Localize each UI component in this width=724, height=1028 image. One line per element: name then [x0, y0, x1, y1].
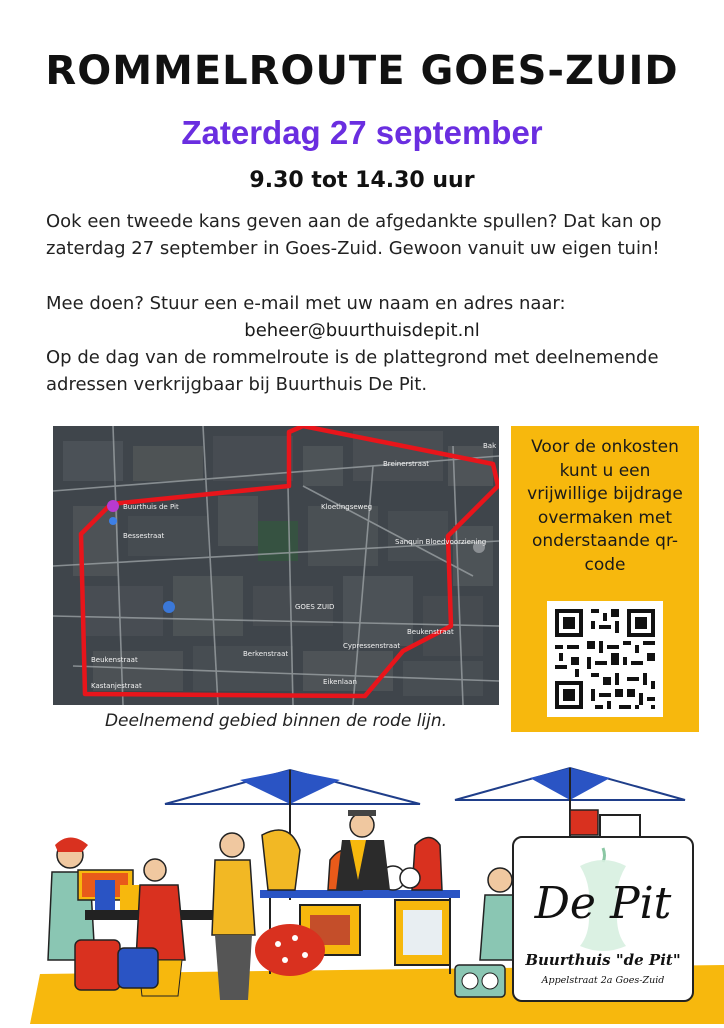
event-time: 9.30 tot 14.30 uur — [249, 168, 475, 193]
map-label-bloedvoorziening: Sanquin Bloedvoorziening — [395, 538, 487, 546]
map-label-cypressenstraat: Cypressenstraat — [343, 642, 401, 650]
logo-title: De Pit — [534, 878, 672, 929]
map-label-kastanjestraat: Kastanjestraat — [91, 682, 142, 690]
donation-box — [511, 426, 699, 732]
map-label-beukenstraat-left: Beukenstraat — [91, 656, 138, 664]
qr-code-icon — [547, 601, 663, 717]
map-label-bak: Bak — [483, 442, 497, 450]
signup-paragraph: Mee doen? Stuur een e-mail met uw naam en adres naar: — [46, 293, 566, 314]
event-date: Zaterdag 27 september — [181, 114, 543, 151]
map-label-eikenlaan: Eikenlaan — [323, 678, 357, 686]
logo-address: Appelstraat 2a Goes-Zuid — [541, 975, 665, 986]
map-label-goes-zuid: GOES ZUID — [295, 603, 335, 611]
qr-code[interactable] — [547, 601, 663, 717]
map-label-bessestraat: Bessestraat — [123, 532, 165, 540]
donation-text: Voor de onkosten kunt u een vrijwillige bijdrage overmaken met onderstaande qr-code — [527, 437, 683, 575]
logo-subtitle: Buurthuis "de Pit" — [525, 951, 681, 969]
location-dot — [109, 517, 117, 525]
map-label-breinerstraat: Breinerstraat — [383, 460, 429, 468]
map-label-berkenstraat: Berkenstraat — [243, 650, 289, 658]
map-caption: Deelnemend gebied binnen de rode lijn. — [104, 711, 448, 731]
buurthuis-marker[interactable] — [107, 500, 119, 512]
intro-paragraph: Ook een tweede kans geven aan de afgedankte spullen? Dat kan op zaterdag 27 september in Goes-Zuid. Gewoon vanuit uw eigen tuin! — [46, 211, 662, 259]
map-label-kloetingseweg: Kloetingseweg — [321, 503, 373, 511]
satellite-map — [53, 426, 499, 705]
map-info-paragraph: Op de dag van de rommelroute is de plattegrond met deelnemende adressen verkrijgbaar bij Buurthuis De Pit. — [46, 347, 659, 395]
email-address[interactable]: beheer@buurthuisdepit.nl — [244, 320, 480, 341]
map-label-beukenstraat-right: Beukenstraat — [407, 628, 454, 636]
map-label-buurthuis: Buurthuis de Pit — [123, 503, 179, 511]
route-map — [53, 426, 499, 705]
de-pit-logo — [512, 836, 694, 1002]
home-marker[interactable] — [163, 601, 175, 613]
poster-title: ROMMELROUTE GOES-ZUID — [45, 48, 679, 94]
